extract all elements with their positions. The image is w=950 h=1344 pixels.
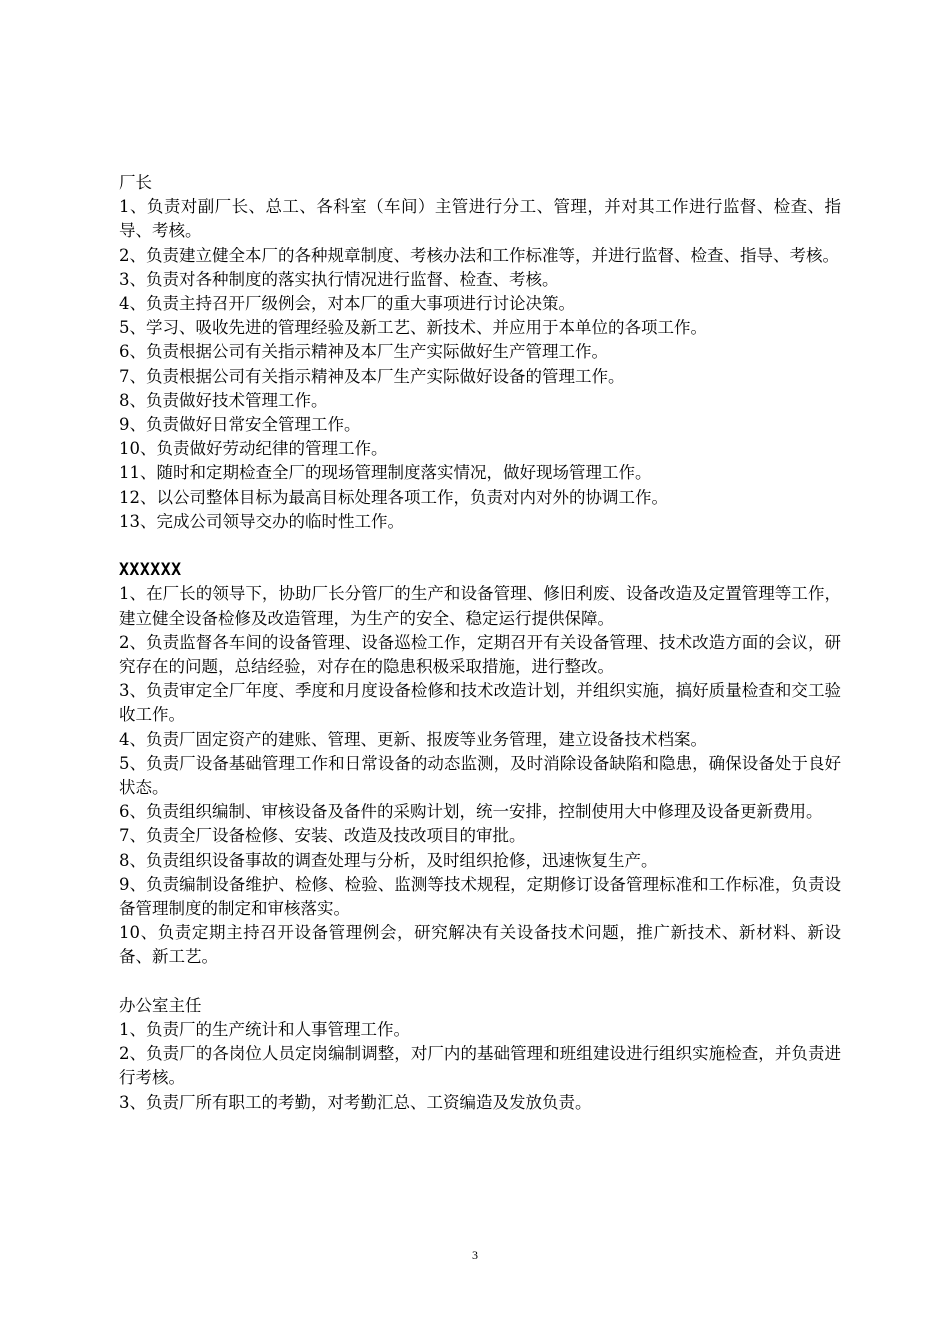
section-spacer [119, 970, 841, 994]
section-office-director [119, 994, 841, 1115]
list-item: 6、负责根据公司有关指示精神及本厂生产实际做好生产管理工作。 [119, 342, 608, 362]
list-item: 7、负责根据公司有关指示精神及本厂生产实际做好设备的管理工作。 [119, 366, 625, 386]
list-item: 1、负责对副厂长、总工、各科室（车间）主管进行分工、管理，并对其工作进行监督、检查、指导、考核。 [119, 197, 841, 241]
list-item: 4、负责厂固定资产的建账、管理、更新、报废等业务管理，建立设备技术档案。 [119, 729, 707, 749]
list-item: 3、负责厂所有职工的考勤，对考勤汇总、工资编造及发放负责。 [119, 1092, 592, 1112]
list-item: 10、负责做好劳动纪律的管理工作。 [119, 439, 388, 459]
section-title: XXXXXX [119, 560, 182, 580]
list-item: 2、负责监督各车间的设备管理、设备巡检工作，定期召开有关设备管理、技术改造方面的会议，研究存在的问题，总结经验，对存在的隐患积极采取措施，进行整改。 [119, 632, 841, 677]
list-item: 6、负责组织编制、审核设备及备件的采购计划，统一安排，控制使用大中修理及设备更新费用。 [119, 802, 823, 822]
list-item: 7、负责全厂设备检修、安装、改造及技改项目的审批。 [119, 826, 526, 846]
section-title: 厂长 [119, 173, 152, 192]
list-item: 13、完成公司领导交办的临时性工作。 [119, 511, 404, 531]
list-item: 4、负责主持召开厂级例会，对本厂的重大事项进行讨论决策。 [119, 294, 575, 314]
list-item: 3、负责对各种制度的落实执行情况进行监督、检查、考核。 [119, 269, 559, 289]
list-item: 11、随时和定期检查全厂的现场管理制度落实情况，做好现场管理工作。 [119, 463, 652, 483]
page-number: 3 [472, 1248, 478, 1262]
section-factory-director [119, 171, 841, 534]
list-item: 1、负责厂的生产统计和人事管理工作。 [119, 1020, 410, 1040]
list-item: 2、负责建立健全本厂的各种规章制度、考核办法和工作标准等，并进行监督、检查、指导、考核。 [119, 245, 839, 265]
list-item: 10、负责定期主持召开设备管理例会，研究解决有关设备技术问题，推广新技术、新材料、新设备、新工艺。 [119, 923, 841, 967]
list-item: 8、负责组织设备事故的调查处理与分析，及时组织抢修，迅速恢复生产。 [119, 850, 658, 870]
list-item: 2、负责厂的各岗位人员定岗编制调整，对厂内的基础管理和班组建设进行组织实施检查，并负责进行考核。 [119, 1044, 841, 1088]
section-deputy [119, 558, 841, 969]
section-title: 办公室主任 [119, 995, 202, 1015]
list-item: 8、负责做好技术管理工作。 [119, 390, 328, 410]
list-item: 5、学习、吸收先进的管理经验及新工艺、新技术、并应用于本单位的各项工作。 [119, 318, 707, 338]
section-spacer [119, 534, 841, 558]
list-item: 3、负责审定全厂年度、季度和月度设备检修和技术改造计划，并组织实施，搞好质量检查和交工验收工作。 [119, 681, 841, 725]
list-item: 9、负责编制设备维护、检修、检验、监测等技术规程，定期修订设备管理标准和工作标准，负责设备管理制度的制定和审核落实。 [119, 874, 841, 919]
list-item: 1、在厂长的领导下，协助厂长分管厂的生产和设备管理、修旧利废、设备改造及定置管理等工作，建立健全设备检修及改造管理，为生产的安全、稳定运行提供保障。 [119, 584, 841, 628]
list-item: 12、以公司整体目标为最高目标处理各项工作，负责对内对外的协调工作。 [119, 487, 668, 507]
document-body [119, 171, 841, 1115]
list-item: 5、负责厂设备基础管理工作和日常设备的动态监测，及时消除设备缺陷和隐患，确保设备处于良好状态。 [119, 753, 841, 798]
list-item: 9、负责做好日常安全管理工作。 [119, 415, 361, 435]
